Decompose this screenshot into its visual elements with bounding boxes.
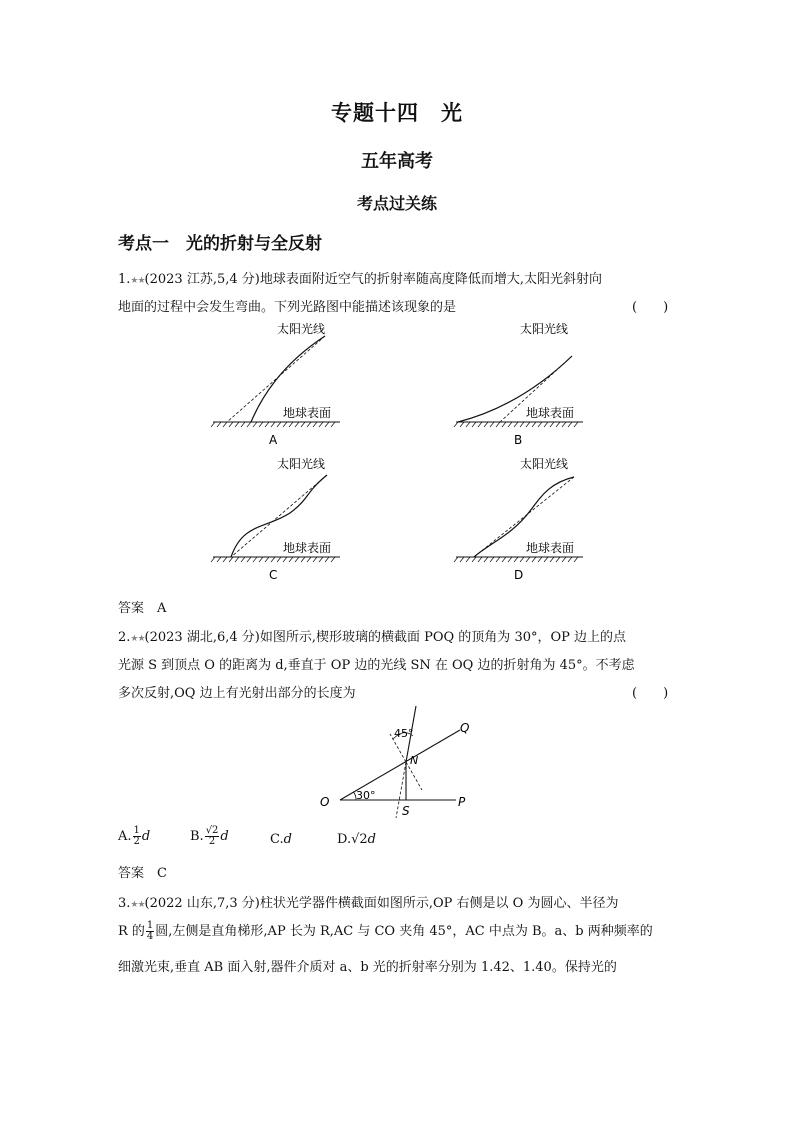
q2-text-2: 光源 S 到顶点 O 的距离为 d,垂直于 OP 边的光线 SN 在 OQ 边的折射角为 45°。不考虑: [118, 658, 635, 673]
label-p: P: [458, 795, 466, 809]
ground-label: 地球表面: [283, 406, 332, 420]
q1-figure-d: [450, 453, 600, 583]
difficulty-stars: ★★: [130, 900, 145, 910]
svg-text:太阳光线: 太阳光线: [277, 457, 326, 471]
q2-wedge-figure: [318, 700, 498, 820]
ground-hatch: [211, 422, 335, 427]
q1-number: 1.: [118, 272, 131, 287]
q3-text-3: 细激光束,垂直 AB 面入射,器件介质对 a、b 光的折射率分别为 1.42、1.40。保持光的: [118, 960, 617, 975]
page-title: 专题十四 光: [331, 101, 463, 125]
q2-line1: [118, 626, 626, 645]
q1-figure-a: [205, 318, 355, 448]
q1-answer: 答案 A: [118, 601, 167, 616]
svg-text:太阳光线: 太阳光线: [520, 322, 569, 336]
difficulty-stars: ★★: [130, 634, 145, 644]
label-o: O: [320, 795, 330, 809]
q2-option-a: A. $\frac{1}{2}$ d: [118, 825, 151, 847]
page-subtitle: 五年高考: [361, 151, 433, 172]
q1-text-2: 地面的过程中会发生弯曲。下列光路图中能描述该现象的是: [118, 300, 457, 315]
svg-text:太阳光线: 太阳光线: [520, 457, 569, 471]
q3-number: 3.: [118, 896, 131, 911]
svg-text:地球表面: 地球表面: [526, 406, 575, 420]
sun-label: 太阳光线: [277, 322, 326, 336]
q2-text-3: 多次反射,OQ 边上有光射出部分的长度为: [118, 686, 356, 701]
q3-text-1: (2022 山东,7,3 分)柱状光学器件横截面如图所示,OP 右侧是以 O 为圆心、半径为: [144, 896, 619, 911]
q2-option-c: C.d: [270, 832, 292, 847]
option-c-label: C: [269, 568, 278, 582]
option-d-label: D: [514, 568, 524, 582]
section-heading: 考点过关练: [356, 194, 437, 213]
q2-answer: 答案 C: [118, 866, 167, 881]
q2-option-d: D.√2d: [337, 832, 376, 847]
ground-hatch: [454, 557, 578, 562]
option-a-label: A: [269, 433, 278, 447]
q2-text-1: (2023 湖北,6,4 分)如图所示,楔形玻璃的横截面 POQ 的顶角为 30°，OP 边上的点: [144, 630, 627, 645]
angle-45: 45°: [394, 727, 414, 740]
q2-option-b: B. $\frac{√2}{2}$ d: [190, 825, 229, 847]
q3-line1: [118, 892, 618, 911]
svg-text:地球表面: 地球表面: [283, 541, 332, 555]
label-n: N: [410, 754, 419, 767]
angle-30: 30°: [356, 789, 376, 802]
q1-figure-b: [450, 318, 600, 448]
ground-hatch: [454, 422, 578, 427]
difficulty-stars: ★★: [130, 276, 145, 286]
svg-text:地球表面: 地球表面: [526, 541, 575, 555]
option-b-label: B: [514, 433, 523, 447]
q3-line2: R 的 $\frac{1}{4}$ 圆,左侧是直角梯形,AP 长为 R,AC 与 CO 夹角 45°，AC 中点为 B。a、b 两种频率的: [118, 920, 653, 942]
q1-text-1: (2023 江苏,5,4 分)地球表面附近空气的折射率随高度降低而增大,太阳光斜射向: [144, 272, 602, 287]
ground-hatch: [211, 557, 335, 562]
q1-answer-blank: ( ): [632, 300, 669, 315]
q2-number: 2.: [118, 630, 131, 645]
topic-heading: 考点一 光的折射与全反射: [118, 234, 322, 254]
q2-answer-blank: ( ): [632, 686, 669, 701]
label-s: S: [402, 804, 410, 818]
q1-line1: [118, 268, 602, 287]
q1-figure-c: [205, 453, 355, 583]
label-q: Q: [460, 721, 470, 735]
